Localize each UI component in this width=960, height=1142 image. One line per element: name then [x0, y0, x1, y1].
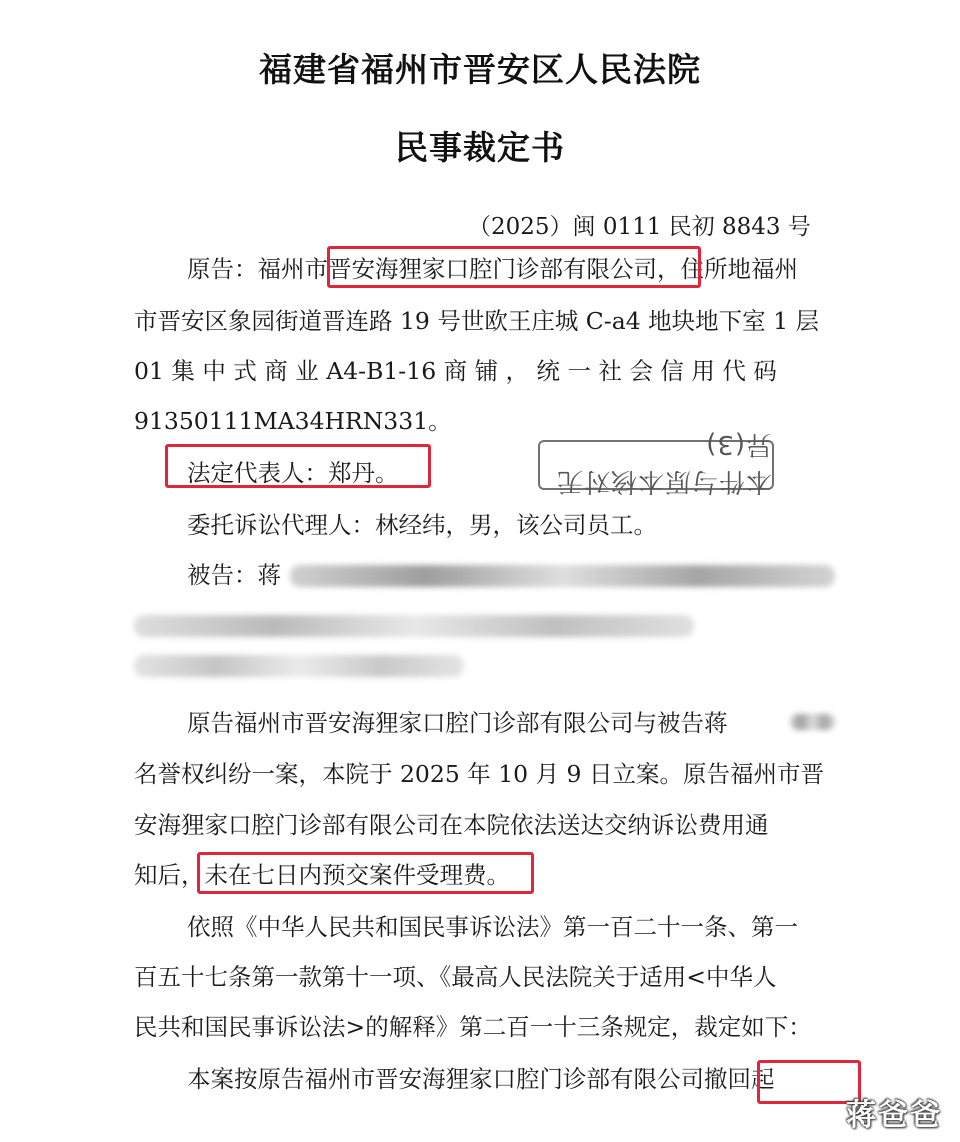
redacted-defendant-name [790, 714, 835, 730]
body-p2-line-1: 依照《中华人民共和国民事诉讼法》第一百二十一条、第一 [187, 913, 798, 941]
highlight-box-plaintiff [327, 246, 701, 288]
plaintiff-company-name: 晋安海狸家口腔门诊部有限公司 [328, 255, 657, 283]
body-p3-line-1-prefix: 本案按原告福州市晋安海狸家口腔门诊部有限公司 [187, 1065, 704, 1093]
body-p1-line-2: 名誉权纠纷一案，本院于 2025 年 10 月 9 日立案。原告福州市晋 [134, 760, 824, 788]
body-p1-line-1-text: 原告福州市晋安海狸家口腔门诊部有限公司与被告蒋 [187, 709, 728, 737]
body-p1-line-3: 安海狸家口腔门诊部有限公司在本院依法送达交纳诉讼费用通 [134, 811, 769, 839]
stamp-text: 本件与原本核对无异(3) [555, 429, 772, 496]
watermark: 蒋爸爸 [846, 1098, 942, 1133]
highlight-box-representative [165, 444, 431, 488]
case-number: （2025）闽 0111 民初 8843 号 [468, 214, 811, 240]
highlight-box-fee [197, 852, 534, 894]
body-p3-line-1 [187, 1062, 775, 1096]
redacted-defendant-info [134, 615, 694, 637]
plaintiff-suffix: ，住所地福州 [657, 255, 798, 283]
redacted-defendant-info [290, 565, 835, 587]
legal-representative: 法定代表人：郑丹。 [187, 459, 399, 487]
court-name: 福建省福州市晋安区人民法院 [259, 50, 701, 89]
plaintiff-line-2: 市晋安区象园街道晋连路 19 号世欧王庄城 C-a4 地块地下室 1 层 [134, 307, 820, 335]
withdraw-text: 撤回起 [704, 1065, 775, 1093]
body-p2-line-3: 民共和国民事诉讼法>的解释》第二百一十三条规定，裁定如下： [134, 1013, 812, 1041]
fee-not-paid-text: 未在七日内预交案件受理费。 [204, 861, 510, 889]
plaintiff-line-3: 01 集 中 式 商 业 A4-B1-16 商 铺 ， 统 一 社 会 信 用 代 码 [134, 357, 777, 385]
plaintiff-line-4: 91350111MA34HRN331。 [134, 407, 452, 435]
litigation-agent: 委托诉讼代理人：林经纬，男，该公司员工。 [187, 511, 657, 539]
redacted-defendant-info [134, 655, 464, 677]
body-p2-line-2: 百五十七条第一款第十一项、《最高人民法院关于适用<中华人 [134, 963, 777, 991]
verification-stamp [538, 429, 774, 496]
plaintiff-prefix: 原告：福州市 [187, 255, 328, 283]
body-p1-line-4-prefix: 知后， [134, 861, 205, 889]
body-p1-line-1 [187, 706, 728, 740]
defendant-label: 被告：蒋 [187, 561, 281, 589]
document-type: 民事裁定书 [395, 128, 565, 167]
